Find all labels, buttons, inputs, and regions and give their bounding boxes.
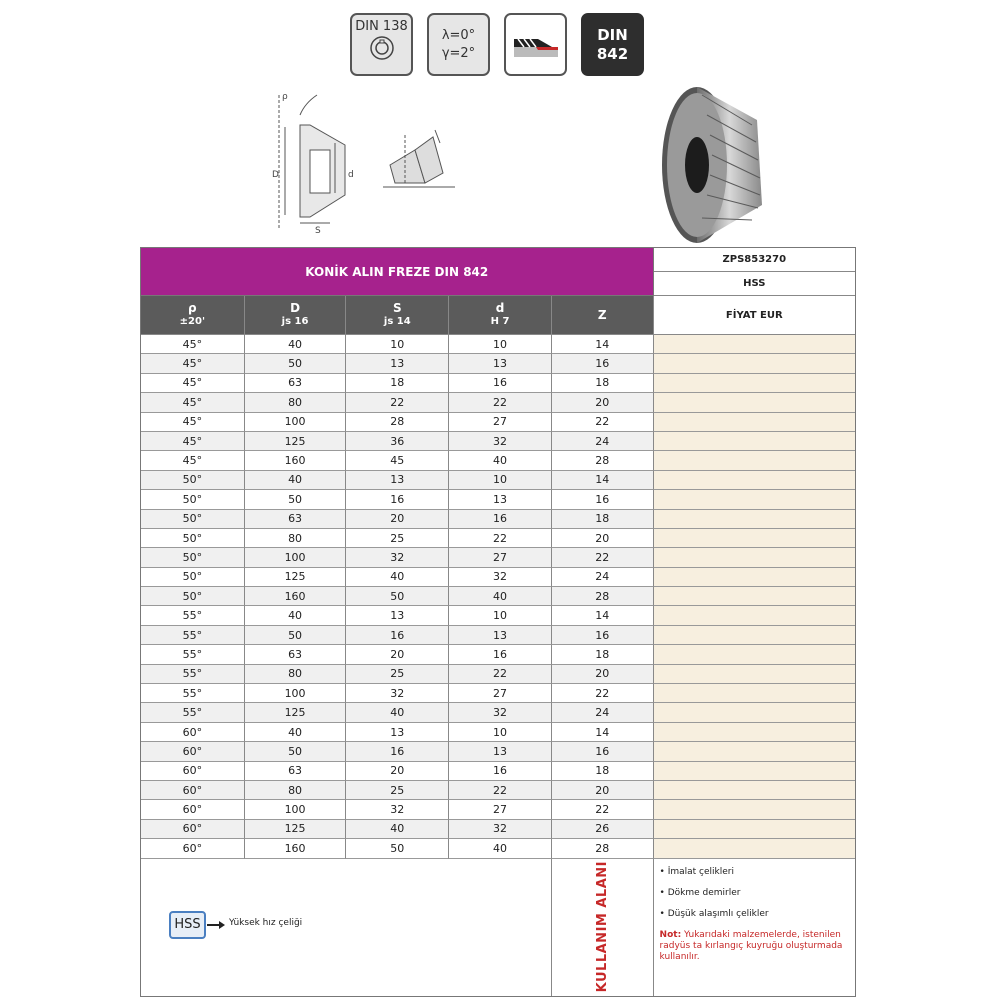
table-cell: 50 (346, 587, 449, 606)
table-cell: 14 (552, 606, 654, 625)
code-column (654, 248, 855, 296)
table-cell: 60° (141, 800, 245, 819)
price-cell (654, 820, 855, 839)
table-cell: 60° (141, 839, 245, 858)
price-cell (654, 510, 855, 529)
table-cell: 55° (141, 645, 245, 664)
table-cell: 63 (245, 645, 347, 664)
table-cell: 40 (245, 723, 347, 742)
table-cell: 10 (449, 723, 552, 742)
table-cell: 50° (141, 510, 245, 529)
angle-badge (427, 13, 490, 76)
table-row (141, 587, 855, 606)
usage-list (654, 859, 855, 996)
table-cell: 50° (141, 548, 245, 567)
table-cell: 50° (141, 529, 245, 548)
header-row (141, 296, 855, 335)
table-cell: 100 (245, 413, 347, 432)
table-cell: 50° (141, 568, 245, 587)
table-cell: 40 (245, 471, 347, 490)
table-cell: 55° (141, 684, 245, 703)
table-cell: 27 (449, 413, 552, 432)
table-cell: 50 (245, 354, 347, 373)
table-cell: 40 (346, 820, 449, 839)
table-cell: 10 (449, 335, 552, 354)
table-footer (141, 859, 855, 996)
hss-legend-label: Yüksek hız çeliği (229, 917, 303, 928)
table-cell: 32 (449, 432, 552, 451)
tool-edge-icon (508, 17, 564, 73)
header-d (449, 296, 552, 335)
table-cell: 13 (449, 742, 552, 761)
table-cell: 50 (245, 742, 347, 761)
table-cell: 45° (141, 335, 245, 354)
price-cell (654, 781, 855, 800)
table-cell: 22 (449, 529, 552, 548)
table-row (141, 703, 855, 722)
technical-drawing (265, 85, 465, 235)
table-cell: 13 (346, 354, 449, 373)
table-cell: 100 (245, 800, 347, 819)
header-sub: js 16 (281, 316, 309, 327)
din138-badge (350, 13, 413, 76)
table-row (141, 529, 855, 548)
price-cell (654, 626, 855, 645)
table-cell: 26 (552, 820, 654, 839)
table-cell: 27 (449, 800, 552, 819)
table-cell: 125 (245, 703, 347, 722)
table-cell: 45° (141, 432, 245, 451)
din842-badge (581, 13, 644, 76)
table-cell: 20 (552, 393, 654, 412)
table-row (141, 606, 855, 625)
price-cell (654, 703, 855, 722)
table-cell: 80 (245, 781, 347, 800)
table-cell: 16 (552, 742, 654, 761)
price-cell (654, 665, 855, 684)
table-cell: 18 (552, 645, 654, 664)
table-cell: 36 (346, 432, 449, 451)
table-cell: 14 (552, 335, 654, 354)
table-cell: 22 (552, 800, 654, 819)
table-cell: 50 (245, 490, 347, 509)
table-cell: 20 (552, 781, 654, 800)
table-cell: 22 (552, 548, 654, 567)
table-cell: 60° (141, 762, 245, 781)
price-cell (654, 723, 855, 742)
legend-area (141, 859, 552, 996)
header-Z (552, 296, 654, 335)
table-cell: 16 (346, 626, 449, 645)
usage-title: KULLANIM ALANI (594, 861, 610, 993)
table-cell: 22 (346, 393, 449, 412)
table-cell: 55° (141, 665, 245, 684)
table-row (141, 471, 855, 490)
table-cell: 14 (552, 723, 654, 742)
keyway-icon (369, 35, 395, 61)
price-cell (654, 684, 855, 703)
table-cell: 80 (245, 529, 347, 548)
coating-badge (504, 13, 567, 76)
table-row (141, 781, 855, 800)
price-cell (654, 471, 855, 490)
title-row (141, 248, 855, 296)
table-body (141, 335, 855, 859)
header-main: ρ (188, 301, 197, 315)
table-row (141, 490, 855, 509)
table-cell: 14 (552, 471, 654, 490)
price-cell (654, 432, 855, 451)
table-cell: 18 (552, 510, 654, 529)
side-section-drawing (279, 95, 345, 230)
price-cell (654, 839, 855, 858)
table-cell: 160 (245, 587, 347, 606)
table-cell: 16 (449, 510, 552, 529)
header-rho (141, 296, 245, 335)
table-row (141, 568, 855, 587)
table-cell: 60° (141, 781, 245, 800)
table-cell: 60° (141, 723, 245, 742)
table-cell: 50° (141, 587, 245, 606)
table-cell: 28 (552, 587, 654, 606)
table-cell: 40 (449, 451, 552, 470)
label-d: d (348, 170, 354, 180)
table-cell: 22 (552, 684, 654, 703)
header-S (346, 296, 449, 335)
header-main: S (392, 301, 402, 315)
table-cell: 63 (245, 374, 347, 393)
table-cell: 16 (552, 490, 654, 509)
table-cell: 10 (449, 606, 552, 625)
table-cell: 45° (141, 374, 245, 393)
table-cell: 28 (552, 839, 654, 858)
table-cell: 60° (141, 820, 245, 839)
table-row (141, 684, 855, 703)
table-cell: 50 (245, 626, 347, 645)
table-row (141, 820, 855, 839)
table-cell: 63 (245, 762, 347, 781)
table-cell: 63 (245, 510, 347, 529)
table-cell: 16 (346, 742, 449, 761)
table-row (141, 374, 855, 393)
table-row (141, 665, 855, 684)
price-cell (654, 529, 855, 548)
table-cell: 40 (245, 606, 347, 625)
label-S: S (315, 226, 321, 235)
price-cell (654, 490, 855, 509)
table-cell: 13 (346, 723, 449, 742)
table-cell: 27 (449, 684, 552, 703)
table-row (141, 626, 855, 645)
table-cell: 55° (141, 703, 245, 722)
table-cell: 13 (346, 606, 449, 625)
usage-note (660, 930, 849, 963)
product-table (140, 247, 856, 997)
usage-item: • Düşük alaşımlı çelikler (659, 908, 769, 919)
table-cell: 32 (449, 568, 552, 587)
table-cell: 45° (141, 354, 245, 373)
table-cell: 16 (346, 490, 449, 509)
table-cell: 13 (449, 354, 552, 373)
table-cell: 18 (346, 374, 449, 393)
price-cell (654, 413, 855, 432)
table-cell: 16 (449, 762, 552, 781)
table-cell: 32 (346, 800, 449, 819)
table-row (141, 800, 855, 819)
table-cell: 60° (141, 742, 245, 761)
table-cell: 22 (449, 665, 552, 684)
table-cell: 20 (346, 645, 449, 664)
table-cell: 50° (141, 490, 245, 509)
table-cell: 40 (449, 587, 552, 606)
table-cell: 160 (245, 839, 347, 858)
label-rho: ρ (282, 92, 288, 102)
header-main: Z (597, 308, 607, 322)
table-row (141, 742, 855, 761)
price-cell (654, 451, 855, 470)
price-cell (654, 742, 855, 761)
table-cell: 25 (346, 529, 449, 548)
table-cell: 32 (449, 820, 552, 839)
table-row (141, 335, 855, 354)
table-title: KONİK ALIN FREZE DIN 842 (141, 248, 654, 296)
table-cell: 100 (245, 684, 347, 703)
header-sub: js 14 (383, 316, 411, 327)
table-cell: 40 (346, 568, 449, 587)
table-cell: 20 (346, 510, 449, 529)
table-row (141, 354, 855, 373)
table-cell: 40 (346, 703, 449, 722)
usage-title-cell (552, 859, 654, 996)
table-cell: 20 (552, 665, 654, 684)
table-cell: 40 (245, 335, 347, 354)
table-cell: 24 (552, 568, 654, 587)
table-cell: 125 (245, 432, 347, 451)
label-D: D (272, 170, 279, 180)
table-row (141, 413, 855, 432)
din138-label: DIN 138 (355, 19, 408, 34)
table-cell: 13 (449, 626, 552, 645)
din842-line2: 842 (596, 44, 629, 63)
hss-legend-box: HSS (169, 911, 206, 939)
table-cell: 22 (449, 393, 552, 412)
table-cell: 100 (245, 548, 347, 567)
price-cell (654, 762, 855, 781)
arrow-right-icon (207, 924, 223, 926)
price-cell (654, 393, 855, 412)
header-main: d (495, 301, 505, 315)
table-cell: 160 (245, 451, 347, 470)
table-cell: 32 (449, 703, 552, 722)
table-cell: 45° (141, 451, 245, 470)
header-price: FİYAT EUR (654, 296, 855, 335)
price-cell (654, 645, 855, 664)
table-cell: 16 (552, 354, 654, 373)
price-cell (654, 568, 855, 587)
table-cell: 40 (449, 839, 552, 858)
gamma-angle: γ=2° (441, 45, 476, 61)
lambda-angle: λ=0° (441, 27, 476, 43)
material-label: HSS (654, 272, 855, 296)
table-cell: 18 (552, 762, 654, 781)
price-cell (654, 606, 855, 625)
table-row (141, 451, 855, 470)
header-D (245, 296, 347, 335)
table-row (141, 839, 855, 858)
table-cell: 16 (449, 645, 552, 664)
table-cell: 45° (141, 393, 245, 412)
price-cell (654, 587, 855, 606)
table-cell: 125 (245, 568, 347, 587)
price-cell (654, 374, 855, 393)
din842-line1: DIN (597, 25, 628, 44)
table-cell: 13 (449, 490, 552, 509)
table-cell: 24 (552, 703, 654, 722)
table-cell: 13 (346, 471, 449, 490)
table-cell: 45 (346, 451, 449, 470)
table-cell: 16 (552, 626, 654, 645)
table-cell: 50° (141, 471, 245, 490)
price-cell (654, 354, 855, 373)
table-row (141, 548, 855, 567)
table-cell: 20 (552, 529, 654, 548)
table-cell: 32 (346, 684, 449, 703)
table-cell: 16 (449, 374, 552, 393)
price-cell (654, 548, 855, 567)
table-cell: 25 (346, 665, 449, 684)
table-cell: 10 (346, 335, 449, 354)
table-cell: 10 (449, 471, 552, 490)
table-cell: 32 (346, 548, 449, 567)
table-cell: 25 (346, 781, 449, 800)
product-photo (652, 80, 772, 245)
table-row (141, 432, 855, 451)
table-cell: 50 (346, 839, 449, 858)
table-cell: 28 (552, 451, 654, 470)
note-text: Yukarıdaki malzemelerde, istenilen radyüs ta kırlangıç kuyruğu oluşturmada kullanılır. (659, 929, 843, 962)
usage-item: • Dökme demirler (659, 887, 741, 898)
product-code: ZPS853270 (654, 248, 855, 272)
table-cell: 55° (141, 626, 245, 645)
table-cell: 22 (449, 781, 552, 800)
header-sub: ±20' (179, 316, 206, 327)
tooth-profile-drawing (383, 130, 455, 187)
table-cell: 27 (449, 548, 552, 567)
table-cell: 20 (346, 762, 449, 781)
table-cell: 22 (552, 413, 654, 432)
header-sub: H 7 (490, 316, 510, 327)
table-cell: 80 (245, 665, 347, 684)
table-cell: 80 (245, 393, 347, 412)
header-main: D (290, 301, 301, 315)
price-cell (654, 800, 855, 819)
badge-row (350, 13, 644, 76)
table-cell: 28 (346, 413, 449, 432)
table-cell: 125 (245, 820, 347, 839)
table-cell: 45° (141, 413, 245, 432)
table-row (141, 762, 855, 781)
table-cell: 55° (141, 606, 245, 625)
price-cell (654, 335, 855, 354)
table-row (141, 645, 855, 664)
table-row (141, 393, 855, 412)
table-row (141, 510, 855, 529)
table-cell: 24 (552, 432, 654, 451)
note-prefix: Not: (659, 929, 682, 940)
table-cell: 18 (552, 374, 654, 393)
table-row (141, 723, 855, 742)
usage-item: • İmalat çelikleri (659, 866, 734, 877)
